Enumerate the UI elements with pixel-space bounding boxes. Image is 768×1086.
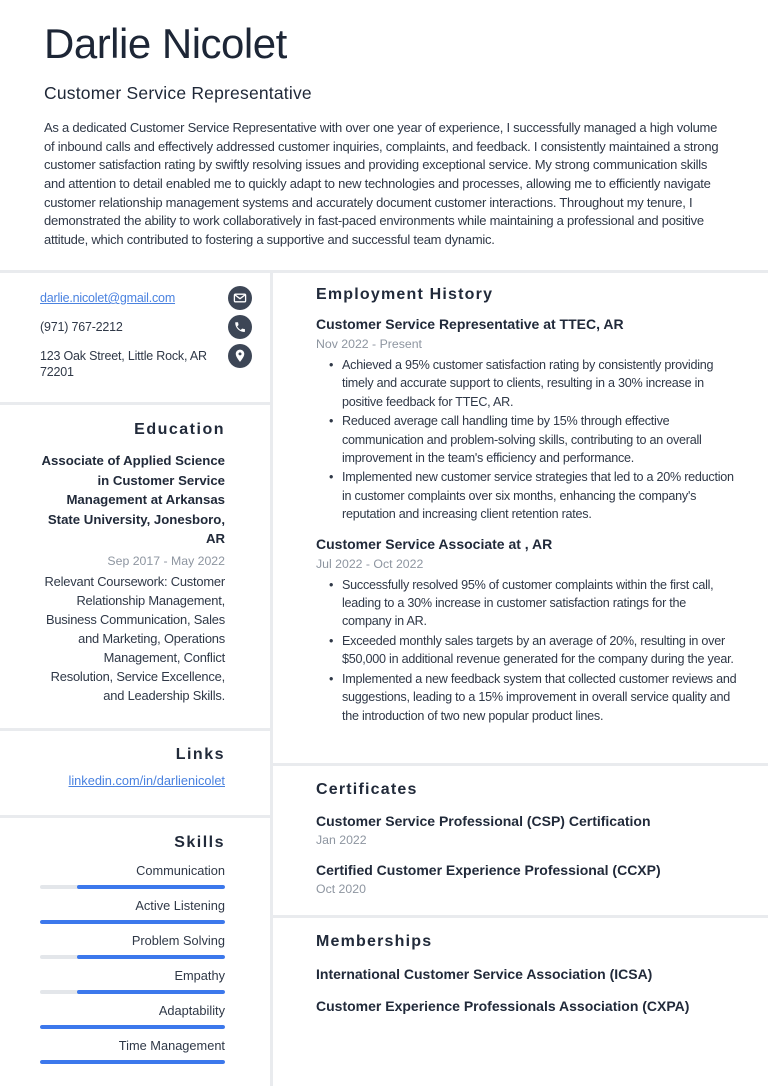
- employment-heading: Employment History: [316, 286, 494, 303]
- skill-item: [40, 1038, 225, 1064]
- phone-icon: [228, 315, 252, 339]
- job-bullet: • Achieved a 95% customer satisfaction rating by consistently providing timely and accurate support to clients, resulting in a 30% increase in positive feedback for TTEC, AR.: [342, 356, 738, 411]
- skill-bar-fill: [77, 955, 225, 959]
- job-bullet-list: [316, 576, 738, 725]
- skills-section: [0, 818, 270, 1086]
- skill-item: [40, 863, 225, 889]
- skill-bar-fill: [77, 885, 225, 889]
- candidate-name: Darlie Nicolet: [44, 20, 287, 67]
- certificate-title: Customer Service Professional (CSP) Certification: [316, 813, 651, 829]
- job-bullet: • Implemented a new feedback system that collected customer reviews and suggestions, leading to a 15% improvement in overall service quality and the introduction of two new popular product lines.: [342, 670, 738, 725]
- skill-bar-track: [40, 885, 225, 889]
- job-bullet-list: [316, 356, 738, 524]
- skill-item: [40, 968, 225, 994]
- certificates-heading: Certificates: [316, 781, 418, 798]
- skill-item: [40, 898, 225, 924]
- education-heading: Education: [134, 421, 225, 438]
- certificate-entry: [316, 812, 738, 848]
- skill-bar-track: [40, 1060, 225, 1064]
- job-bullet: • Implemented new customer service strategies that led to a 20% reduction in customer complaints over six months, enhancing the company's reputation and increasing client retention rates.: [342, 468, 738, 523]
- skill-label: Active Listening: [135, 898, 225, 913]
- skill-bar-track: [40, 955, 225, 959]
- contact-section: [0, 273, 270, 402]
- education-section: [0, 405, 270, 728]
- membership-entry: International Customer Service Association (ICSA): [316, 966, 653, 982]
- linkedin-link[interactable]: linkedin.com/in/darlienicolet: [68, 773, 225, 788]
- membership-entry: Customer Experience Professionals Association (CXPA): [316, 998, 690, 1014]
- contact-address-row: [40, 344, 252, 380]
- email-link[interactable]: darlie.nicolet@gmail.com: [40, 291, 176, 305]
- skill-bar-fill: [77, 990, 225, 994]
- phone-number: (971) 767-2212: [40, 320, 123, 334]
- skill-bar-track: [40, 1025, 225, 1029]
- job-bullet: • Successfully resolved 95% of customer complaints within the first call, leading to a 30% increase in customer satisfaction ratings for the company in AR.: [342, 576, 738, 631]
- address-text: 123 Oak Street, Little Rock, AR 72201: [40, 349, 207, 379]
- education-dates: Sep 2017 - May 2022: [107, 553, 225, 568]
- job-title: Customer Service Associate at , AR: [316, 535, 553, 552]
- skill-bar-fill: [40, 1025, 225, 1029]
- skill-label: Problem Solving: [131, 933, 225, 948]
- job-bullet: • Reduced average call handling time by 15% through effective communication and problem-solving skills, contributing to an overall improvement in the team's efficiency and performance.: [342, 412, 738, 467]
- skill-label: Communication: [136, 863, 225, 878]
- job-title: Customer Service Representative at TTEC, AR: [316, 316, 624, 332]
- job-dates: Jul 2022 - Oct 2022: [316, 556, 424, 571]
- skill-item: [40, 933, 225, 959]
- resume-header: [44, 18, 728, 249]
- education-degree: Associate of Applied Science in Customer Service Management at Arkansas State University, Jonesboro, AR: [41, 453, 225, 546]
- skill-label: Time Management: [118, 1038, 225, 1053]
- certificate-title: Certified Customer Experience Professional (CCXP): [316, 862, 661, 878]
- skill-item: [40, 1003, 225, 1029]
- job-dates: Nov 2022 - Present: [316, 337, 422, 351]
- skill-bar-track: [40, 990, 225, 994]
- skills-heading: Skills: [174, 834, 225, 851]
- location-pin-icon: [228, 344, 252, 368]
- profile-summary: As a dedicated Customer Service Representative with over one year of experience, I successfully managed a high volume of inbound calls and effectively addressed customer inquiries, complaints, and feedback. I consistently maintained a strong customer satisfaction rating by swiftly resolving issues and providing exceptional service. My strong communication skills and attention to detail enabled me to quickly adapt to new technologies and processes, allowing me to efficiently navigate customer relationship management systems and accurately document customer interactions. Throughout my tenure, I demonstrated the ability to work collaboratively in fast-paced environments while maintaining a professional and positive attitude, which contributed to fostering a supportive and successful team dynamic.: [44, 120, 719, 247]
- certificate-entry: [316, 861, 738, 897]
- memberships-heading: Memberships: [316, 933, 433, 950]
- contact-email-row: [40, 286, 252, 310]
- certificate-date: Oct 2020: [316, 882, 366, 896]
- certificate-date: Jan 2022: [316, 833, 367, 847]
- links-section: [0, 731, 270, 815]
- skill-bar-track: [40, 920, 225, 924]
- skill-bar-fill: [40, 920, 225, 924]
- memberships-section: [273, 918, 768, 1086]
- skill-label: Adaptability: [158, 1003, 225, 1018]
- envelope-icon: [228, 286, 252, 310]
- education-description: Relevant Coursework: Customer Relationship Management, Business Communication, Sales and Marketing, Operations Management, Conflict Resolution, Service Excellence, and Leadership Skills.: [44, 573, 225, 703]
- certificates-section: [273, 766, 768, 915]
- links-heading: Links: [175, 746, 225, 763]
- skill-bar-fill: [40, 1060, 225, 1064]
- skill-label: Empathy: [174, 968, 225, 983]
- candidate-job-title: Customer Service Representative: [44, 83, 312, 104]
- job-entry: [316, 535, 738, 725]
- job-entry: [316, 315, 738, 524]
- job-bullet: • Exceeded monthly sales targets by an average of 20%, resulting in over $50,000 in additional revenue generated for the company during the year.: [342, 632, 738, 669]
- contact-phone-row: [40, 315, 252, 339]
- employment-section: [273, 273, 768, 763]
